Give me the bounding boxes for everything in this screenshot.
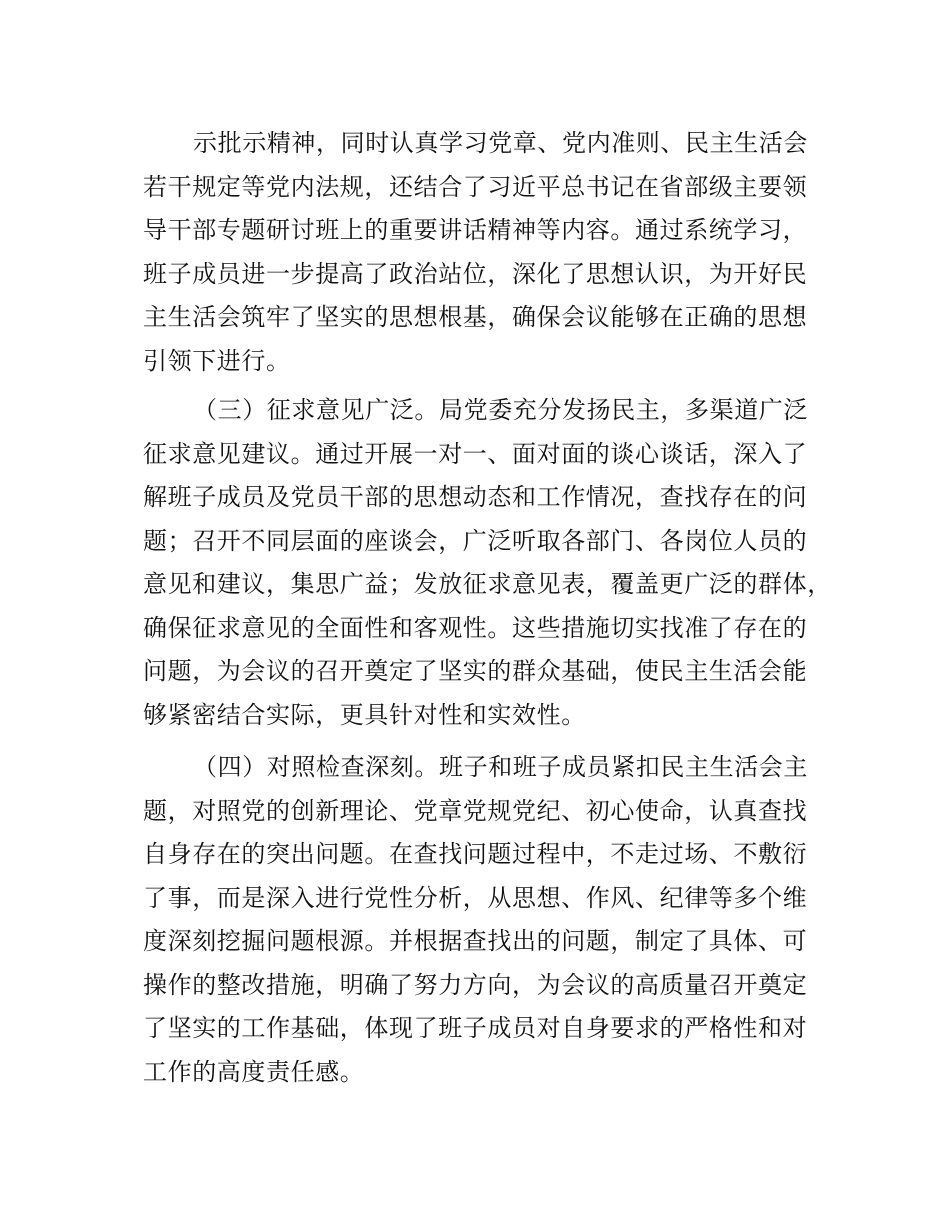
text-line: 班子成员进一步提高了政治站位，深化了思想认识，为开好民 <box>143 259 808 288</box>
text-line: 工作的高度责任感。 <box>143 1057 365 1086</box>
text-line: 征求意见建议。通过开展一对一、面对面的谈心谈话，深入了 <box>143 439 808 468</box>
text-line: （四）对照检查深刻。班子和班子成员紧扣民主生活会主 <box>193 753 808 781</box>
text-line: 题，对照党的创新理论、党章党规党纪、初心使命，认真查找 <box>143 796 808 825</box>
paragraph-opinions <box>143 389 843 737</box>
text-line: 若干规定等党内法规，还结合了习近平总书记在省部级主要领 <box>143 172 808 201</box>
text-line: 示批示精神，同时认真学习党章、党内准则、民主生活会 <box>193 129 808 157</box>
text-line: 度深刻挖掘问题根源。并根据查找出的问题，制定了具体、可 <box>143 927 808 955</box>
text-line: 主生活会筑牢了坚实的思想根基，确保会议能够在正确的思想 <box>143 303 808 331</box>
text-line: 引领下进行。 <box>143 346 291 375</box>
text-line: 解班子成员及党员干部的思想动态和工作情况，查找存在的问 <box>143 483 808 511</box>
text-line: 问题，为会议的召开奠定了坚实的群众基础，使民主生活会能 <box>143 657 808 685</box>
paragraph-inspection <box>143 746 843 1094</box>
text-line: 操作的整改措施，明确了努力方向，为会议的高质量召开奠定 <box>143 970 808 999</box>
text-line: 了坚实的工作基础，体现了班子成员对自身要求的严格性和对 <box>143 1014 808 1042</box>
text-line: 确保征求意见的全面性和客观性。这些措施切实找准了存在的 <box>143 613 808 642</box>
paragraph-study <box>143 122 843 383</box>
text-line: 自身存在的突出问题。在查找问题过程中，不走过场、不敷衍 <box>143 840 808 868</box>
text-line: 了事，而是深入进行党性分析，从思想、作风、纪律等多个维 <box>143 883 808 912</box>
text-line: 意见和建议，集思广益；发放征求意见表，覆盖更广泛的群体， <box>143 570 832 598</box>
text-line: 题；召开不同层面的座谈会，广泛听取各部门、各岗位人员的 <box>143 526 808 555</box>
text-line: （三）征求意见广泛。局党委充分发扬民主，多渠道广泛 <box>193 396 808 424</box>
text-line: 导干部专题研讨班上的重要讲话精神等内容。通过系统学习， <box>143 216 808 244</box>
text-line: 够紧密结合实际，更具针对性和实效性。 <box>143 700 586 729</box>
